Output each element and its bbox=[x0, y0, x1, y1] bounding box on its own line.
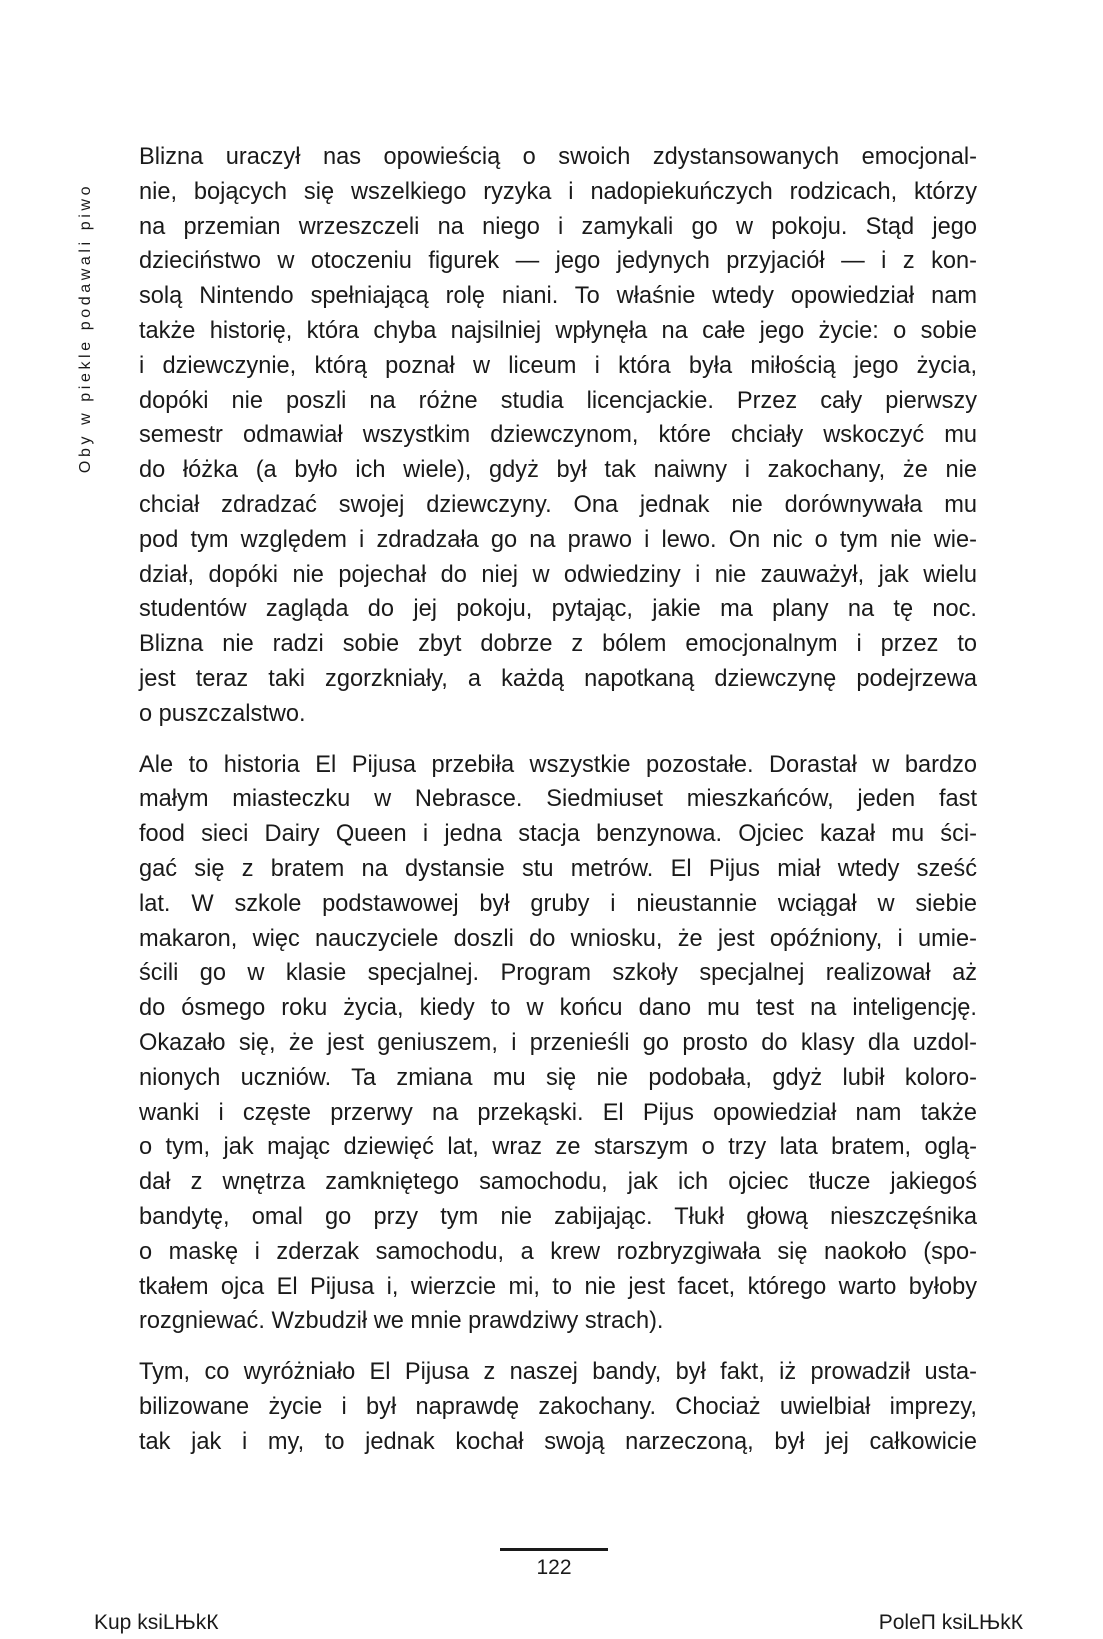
text-line: na przemian wrzeszczeli na niego i zamykali go w pokoju. Stąd jego bbox=[139, 213, 977, 240]
text-line: nie, bojących się wszelkiego ryzyka i nadopiekuńczych rodzicach, którzy bbox=[139, 178, 977, 205]
text-line: jest teraz taki zgorzkniały, a każdą napotkaną dziewczynę podejrzewa bbox=[139, 665, 977, 692]
text-line: ścili go w klasie specjalnej. Program szkoły specjalnej realizował aż bbox=[139, 960, 977, 987]
page-number: 122 bbox=[536, 1556, 572, 1579]
text-line: Okazało się, że jest geniuszem, i przenieśli go prosto do klasy dla uzdol- bbox=[139, 1029, 977, 1056]
text-line: Tym, co wyróżniało El Pijusa z naszej bandy, był fakt, iż prowadził usta- bbox=[139, 1359, 977, 1386]
text-line: i dziewczynie, którą poznał w liceum i która była miłością jego życia, bbox=[139, 352, 977, 379]
text-line: pod tym względem i zdradzała go na prawo i lewo. On nic o tym nie wie- bbox=[139, 526, 977, 553]
text-line: o maskę i zderzak samochodu, a krew rozbryzgiwała się naokoło (spo- bbox=[139, 1238, 977, 1265]
text-line: małym miasteczku w Nebrasce. Siedmiuset mieszkańców, jeden fast bbox=[139, 786, 977, 813]
text-line: tkałem ojca El Pijusa i, wierzcie mi, to nie jest facet, którego warto byłoby bbox=[139, 1273, 977, 1300]
text-line: o puszczalstwo. bbox=[139, 700, 306, 727]
text-line: lat. W szkole podstawowej był gruby i nieustannie wciągał w siebie bbox=[139, 890, 977, 917]
recommend-book-link[interactable]: PoleП ksiLЊkК bbox=[878, 1611, 1023, 1634]
text-line: do łóżka (a było ich wiele), gdyż był tak naiwny i zakochany, że nie bbox=[139, 457, 977, 484]
text-line: tak jak i my, to jednak kochał swoją narzeczoną, był jej całkowicie bbox=[139, 1428, 977, 1455]
text-line: solą Nintendo spełniającą rolę niani. To właśnie wtedy opowiedział nam bbox=[139, 283, 977, 310]
text-line: wanki i częste przerwy na przekąski. El Pijus opowiedział nam także bbox=[139, 1099, 977, 1126]
text-line: Blizna uraczył nas opowieścią o swoich zdystansowanych emocjonal- bbox=[139, 144, 977, 170]
text-line: o tym, jak mając dziewięć lat, wraz ze starszym o trzy lata bratem, oglą- bbox=[139, 1134, 977, 1161]
text-line: dał z wnętrza zamkniętego samochodu, jak ich ojciec tłucze jakiegoś bbox=[139, 1169, 977, 1196]
text-line: nionych uczniów. Ta zmiana mu się nie podobała, gdyż lubił koloro- bbox=[139, 1064, 977, 1091]
text-line: food sieci Dairy Queen i jedna stacja benzynowa. Ojciec kazał mu ści- bbox=[139, 821, 977, 848]
text-line: rozgniewać. Wzbudził we mnie prawdziwy strach). bbox=[139, 1308, 664, 1335]
text-line: także historię, która chyba najsilniej wpłynęła na całe jego życie: o sobie bbox=[139, 317, 977, 344]
text-line: bandytę, omal go przy tym nie zabijając. Tłukł głową nieszczęśnika bbox=[139, 1203, 977, 1230]
text-line: semestr odmawiał wszystkim dziewczynom, które chciały wskoczyć mu bbox=[139, 422, 977, 449]
text-line: makaron, więc nauczyciele doszli do wniosku, że jest opóźniony, i umie- bbox=[139, 925, 977, 952]
text-line: bilizowane życie i był naprawdę zakochany. Chociaż uwielbiał imprezy, bbox=[139, 1393, 977, 1420]
paragraph-3 bbox=[139, 1355, 977, 1459]
text-line: dzieciństwo w otoczeniu figurek — jego jedynych przyjaciół — i z kon- bbox=[139, 248, 977, 275]
text-line: studentów zagląda do jej pokoju, pytając, jakie ma plany na tę noc. bbox=[139, 596, 977, 623]
text-line: do ósmego roku życia, kiedy to w końcu dano mu test na inteligencję. bbox=[139, 995, 977, 1022]
body-text bbox=[139, 140, 977, 1475]
buy-book-link[interactable]: Kup ksiLЊkК bbox=[94, 1611, 219, 1634]
text-line: Ale to historia El Pijusa przebiła wszystkie pozostałe. Dorastał w bardzo bbox=[139, 751, 977, 778]
text-line: gać się z bratem na dystansie stu metrów. El Pijus miał wtedy sześć bbox=[139, 855, 977, 882]
running-header: Oby w piekle podawali piwo bbox=[77, 182, 94, 474]
text-line: dział, dopóki nie pojechał do niej w odwiedziny i nie zauważył, jak wielu bbox=[139, 561, 977, 588]
text-line: Blizna nie radzi sobie zbyt dobrze z bólem emocjonalnym i przez to bbox=[139, 631, 977, 658]
page-number-rule bbox=[500, 1548, 608, 1551]
paragraph-1 bbox=[139, 140, 977, 732]
text-line: dopóki nie poszli na różne studia licencjackie. Przez cały pierwszy bbox=[139, 387, 977, 414]
text-line: chciał zdradzać swojej dziewczyny. Ona jednak nie dorównywała mu bbox=[139, 491, 977, 518]
paragraph-2 bbox=[139, 748, 977, 1340]
